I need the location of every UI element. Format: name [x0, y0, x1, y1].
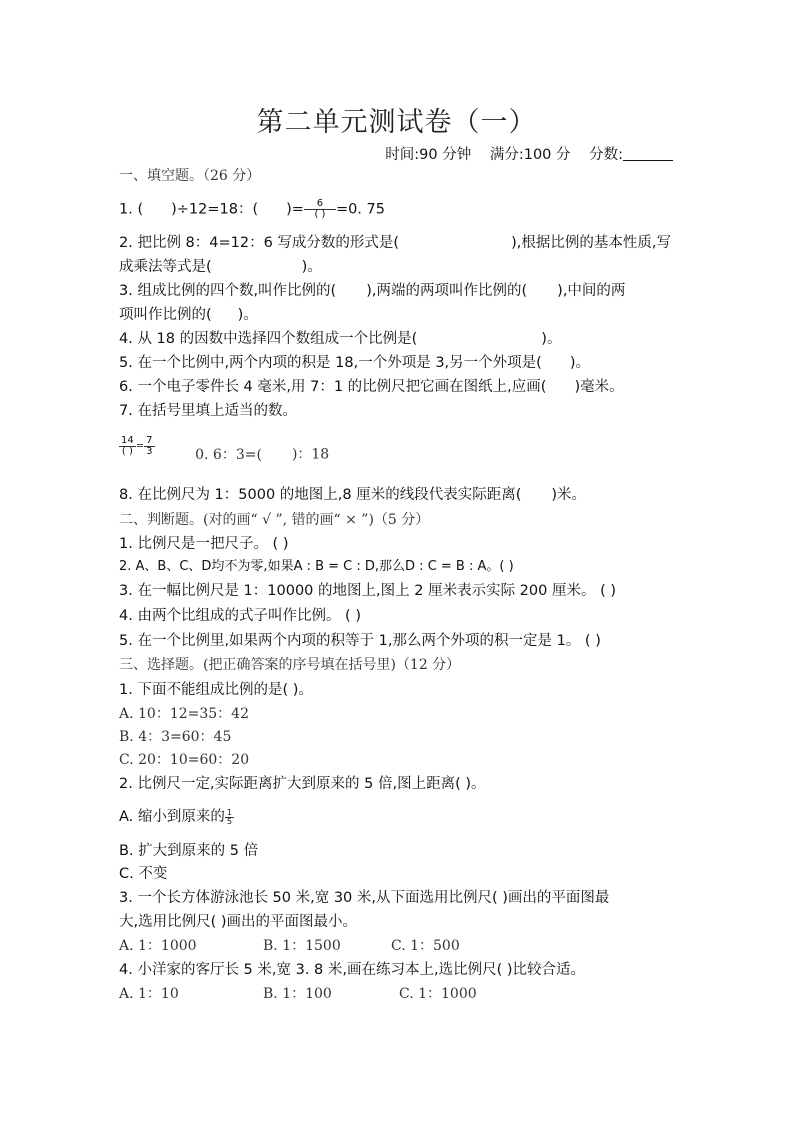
question-1-5: 5. 在一个比例中,两个内项的积是 18,一个外项是 3,另一个外项是( )。: [119, 355, 590, 371]
option-3-3-a: A. 1：1000: [119, 938, 197, 954]
q-text: )÷12=18：(: [171, 201, 259, 218]
options-3-3: [119, 937, 460, 955]
option-3-1-a: A. 10：12=35：42: [119, 706, 249, 722]
question-3-3-line1: 3. 一个长方体游泳池长 50 米,宽 30 米,从下面选用比例尺( )画出的平面图最: [119, 890, 610, 906]
question-2-3: 3. 在一幅比例尺是 1：10000 的地图上,图上 2 厘米表示实际 200 厘米。 ( ): [119, 583, 616, 599]
question-2-4: 4. 由两个比组成的式子叫作比例。 ( ): [119, 608, 361, 624]
question-3-2: 2. 比例尺一定,实际距离扩大到原来的 5 倍,图上距离( )。: [119, 776, 486, 792]
fraction: $\frac{7}{3}$: [146, 435, 153, 457]
exam-meta: [371, 143, 673, 164]
fraction: $\frac{6}{( )}$: [304, 199, 336, 220]
score-label: 分数:: [589, 147, 623, 163]
option-3-3-c: C. 1：500: [391, 938, 460, 954]
question-1-4: 4. 从 18 的因数中选择四个数组成一个比例是( )。: [119, 331, 562, 347]
q-text: 1. (: [119, 201, 144, 218]
page-title: 第二单元测试卷（一）: [256, 107, 537, 138]
question-1-3-line1: 3. 组成比例的四个数,叫作比例的( ),两端的两项叫作比例的( ),中间的两: [119, 283, 626, 299]
question-2-2: 2. A、B、C、D均不为零,如果A : B = C : D,那么D : C = B : A。( ): [119, 559, 514, 574]
option-3-2-c: C. 不变: [119, 866, 168, 882]
option-3-4-b: B. 1：100: [263, 986, 332, 1002]
question-3-3-line2: 大,选用比例尺( )画出的平面图最小。: [119, 914, 358, 930]
question-3-1: 1. 下面不能组成比例的是( )。: [119, 682, 313, 698]
question-1-2-line1: 2. 把比例 8：4=12：6 写成分数的形式是( ),根据比例的基本性质,写: [119, 235, 671, 251]
question-1-7-items: $\frac{14}{( )}$ = $\frac{7}{3}$ 0. 6：3=( )：18: [121, 435, 330, 463]
time-limit: 时间:90 分钟: [385, 147, 472, 163]
question-2-1: 1. 比例尺是一把尺子。 ( ): [119, 536, 289, 552]
section-heading-multiple-choice: 三、选择题。(把正确答案的序号填在括号里)（12 分）: [119, 657, 461, 673]
question-1-8: 8. 在比例尺为 1：5000 的地图上,8 厘米的线段代表实际距离( )米。: [119, 487, 587, 503]
section-heading-fill-in: 一、填空题。（26 分）: [119, 168, 261, 184]
question-1-2-line2: 成乘法等式是( )。: [119, 259, 322, 275]
question-1-6: 6. 一个电子零件长 4 毫米,用 7：1 的比例尺把它画在图纸上,应画( )毫米。: [119, 379, 624, 395]
option-3-2-a: A. 缩小到原来的 $\frac{1}{5}$: [119, 807, 232, 826]
option-3-1-b: B. 4：3=60：45: [119, 729, 232, 745]
fraction: $\frac{14}{( )}$: [121, 435, 134, 457]
options-3-4: [119, 985, 477, 1003]
full-score: 满分:100 分: [489, 147, 571, 163]
question-1-3-line2: 项叫作比例的( )。: [119, 307, 258, 323]
option-3-3-b: B. 1：1500: [263, 938, 341, 954]
option-3-4-a: A. 1：10: [119, 986, 179, 1002]
question-1-1: [119, 199, 385, 220]
question-2-5: 5. 在一个比例里,如果两个内项的积等于 1,那么两个外项的积一定是 1。 ( ): [119, 633, 601, 649]
q-text: =0. 75: [335, 201, 385, 218]
option-3-2-b: B. 扩大到原来的 5 倍: [119, 843, 259, 859]
question-1-7: 7. 在括号里填上适当的数。: [119, 403, 297, 419]
question-3-4: 4. 小洋家的客厅长 5 米,宽 3. 8 米,画在练习本上,选比例尺( )比较合适。: [119, 962, 586, 978]
section-heading-true-false: 二、判断题。(对的画“ √ ”, 错的画“ × ”)（5 分）: [119, 512, 430, 528]
option-3-4-c: C. 1：1000: [399, 986, 477, 1002]
score-blank[interactable]: [623, 146, 673, 161]
q-text: )=: [286, 201, 304, 218]
fraction: $\frac{1}{5}$: [226, 807, 232, 826]
option-3-1-c: C. 20：10=60：20: [119, 752, 250, 768]
